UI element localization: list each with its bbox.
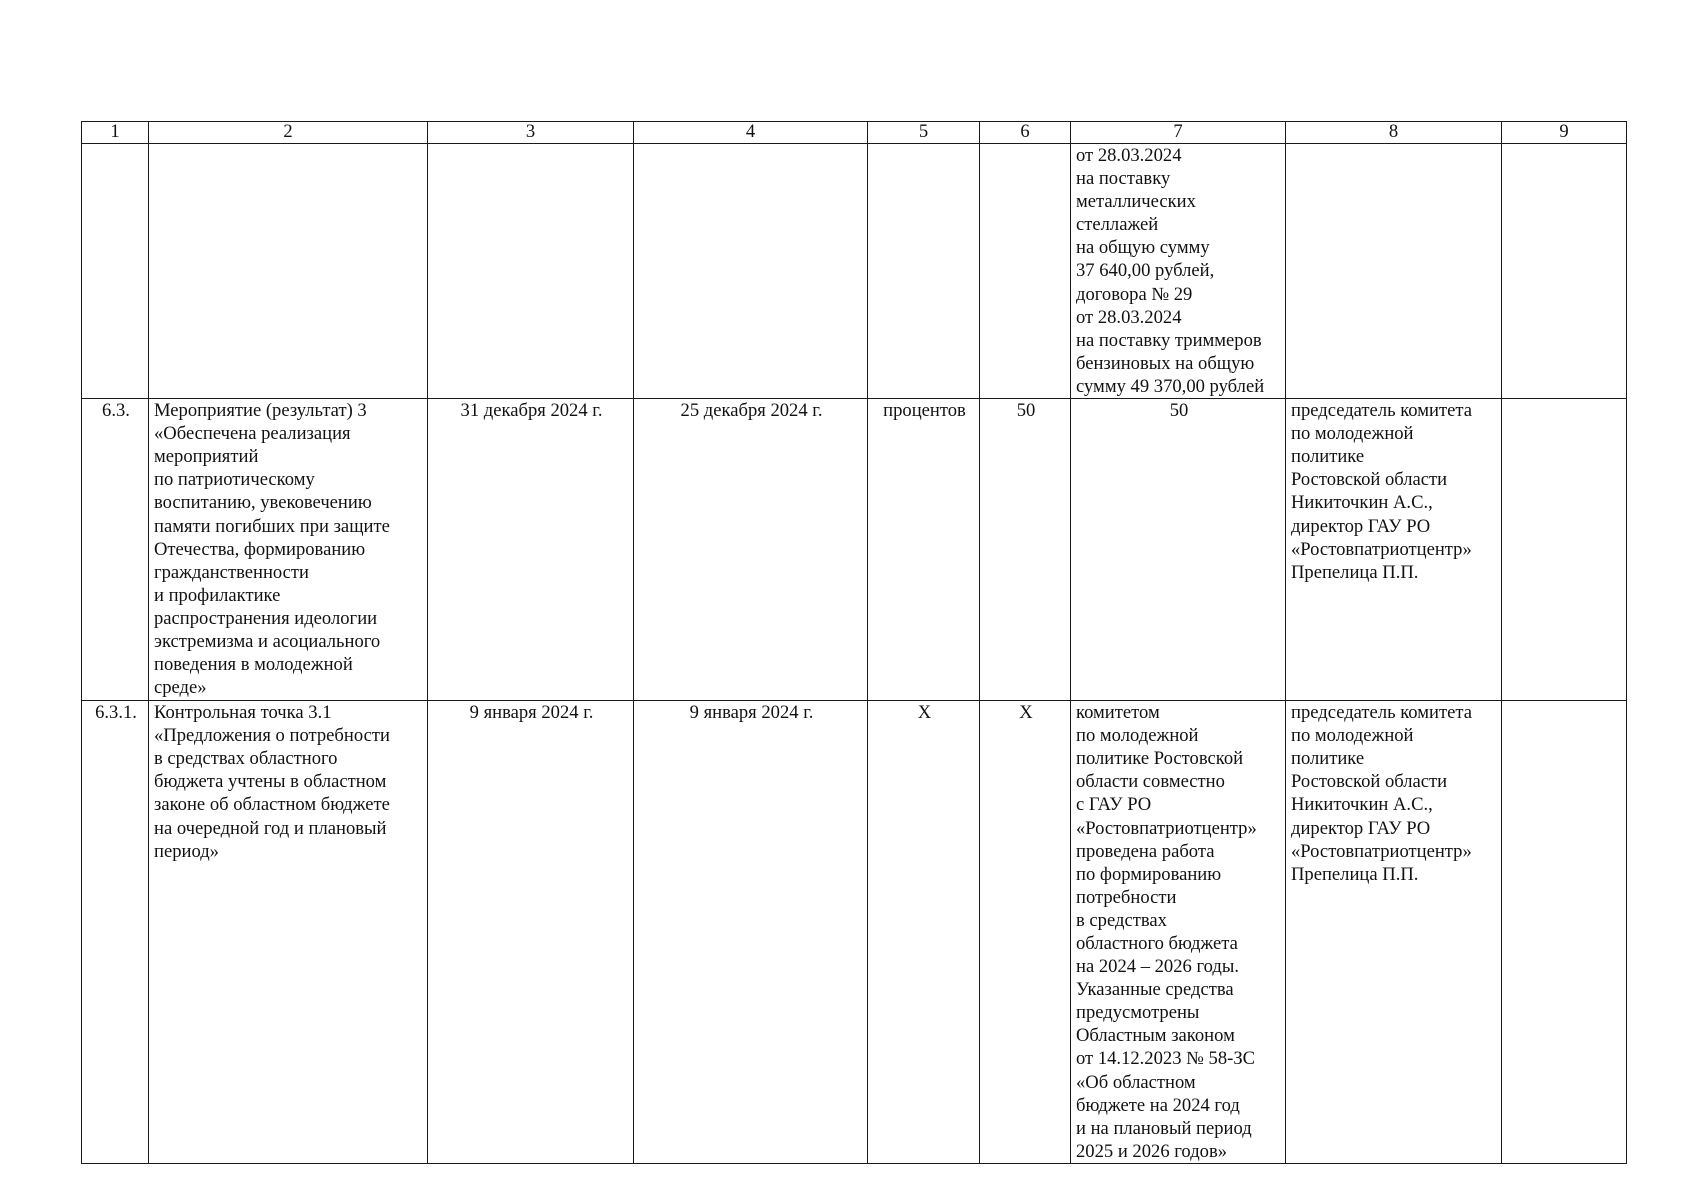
column-number-8: 8 — [1286, 122, 1502, 144]
responsible-cell — [1286, 144, 1502, 399]
fact-date-cell: 25 декабря 2024 г. — [634, 399, 868, 701]
event-name-cell: Мероприятие (результат) 3 «Обеспечена реализация мероприятий по патриотическому воспитанию, увековечению памяти погибших при защите Отечества, формированию гражданственности и профилактике распространения идеологии экстремизма и асоциального поведения в молодежной среде» — [149, 399, 428, 701]
table-row — [82, 701, 1627, 1164]
fact-date-cell — [634, 144, 868, 399]
column-number-5: 5 — [868, 122, 980, 144]
column-number-3: 3 — [428, 122, 634, 144]
note-cell — [1502, 399, 1627, 701]
unit-cell: Х — [868, 701, 980, 1164]
column-number-row — [82, 122, 1627, 144]
column-number-9: 9 — [1502, 122, 1627, 144]
column-number-7: 7 — [1071, 122, 1286, 144]
fact-value-cell: 50 — [1071, 399, 1286, 701]
event-name-cell: Контрольная точка 3.1 «Предложения о потребности в средствах областного бюджета учтены в областном законе об областном бюджете на очередной год и плановый период» — [149, 701, 428, 1164]
note-cell — [1502, 144, 1627, 399]
column-number-1: 1 — [82, 122, 149, 144]
row-number-cell — [82, 144, 149, 399]
responsible-cell: председатель комитета по молодежной политике Ростовской области Никиточкин А.С., директор ГАУ РО «Ростовпатриотцентр» Препелица П.П. — [1286, 701, 1502, 1164]
event-name-cell — [149, 144, 428, 399]
fact-value-cell: от 28.03.2024 на поставку металлических стеллажей на общую сумму 37 640,00 рублей, договора № 29 от 28.03.2024 на поставку триммеров бензиновых на общую сумму 49 370,00 рублей — [1071, 144, 1286, 399]
note-cell — [1502, 701, 1627, 1164]
plan-value-cell — [980, 144, 1071, 399]
column-number-2: 2 — [149, 122, 428, 144]
plan-date-cell — [428, 144, 634, 399]
plan-value-cell: Х — [980, 701, 1071, 1164]
unit-cell — [868, 144, 980, 399]
table-row — [82, 399, 1627, 701]
plan-date-cell: 31 декабря 2024 г. — [428, 399, 634, 701]
report-table — [81, 121, 1627, 1164]
row-number-cell: 6.3. — [82, 399, 149, 701]
fact-date-cell: 9 января 2024 г. — [634, 701, 868, 1164]
plan-date-cell: 9 января 2024 г. — [428, 701, 634, 1164]
plan-value-cell: 50 — [980, 399, 1071, 701]
fact-value-cell: комитетом по молодежной политике Ростовской области совместно с ГАУ РО «Ростовпатриотцентр» проведена работа по формированию потребности в средствах областного бюджета на 2024 – 2026 годы. Указанные средства предусмотрены Областным законом от 14.12.2023 № 58-ЗС «Об областном бюджете на 2024 год и на плановый период 2025 и 2026 годов» — [1071, 701, 1286, 1164]
row-number-cell: 6.3.1. — [82, 701, 149, 1164]
unit-cell: процентов — [868, 399, 980, 701]
column-number-4: 4 — [634, 122, 868, 144]
column-number-6: 6 — [980, 122, 1071, 144]
responsible-cell: председатель комитета по молодежной политике Ростовской области Никиточкин А.С., директор ГАУ РО «Ростовпатриотцентр» Препелица П.П. — [1286, 399, 1502, 701]
table-row — [82, 144, 1627, 399]
